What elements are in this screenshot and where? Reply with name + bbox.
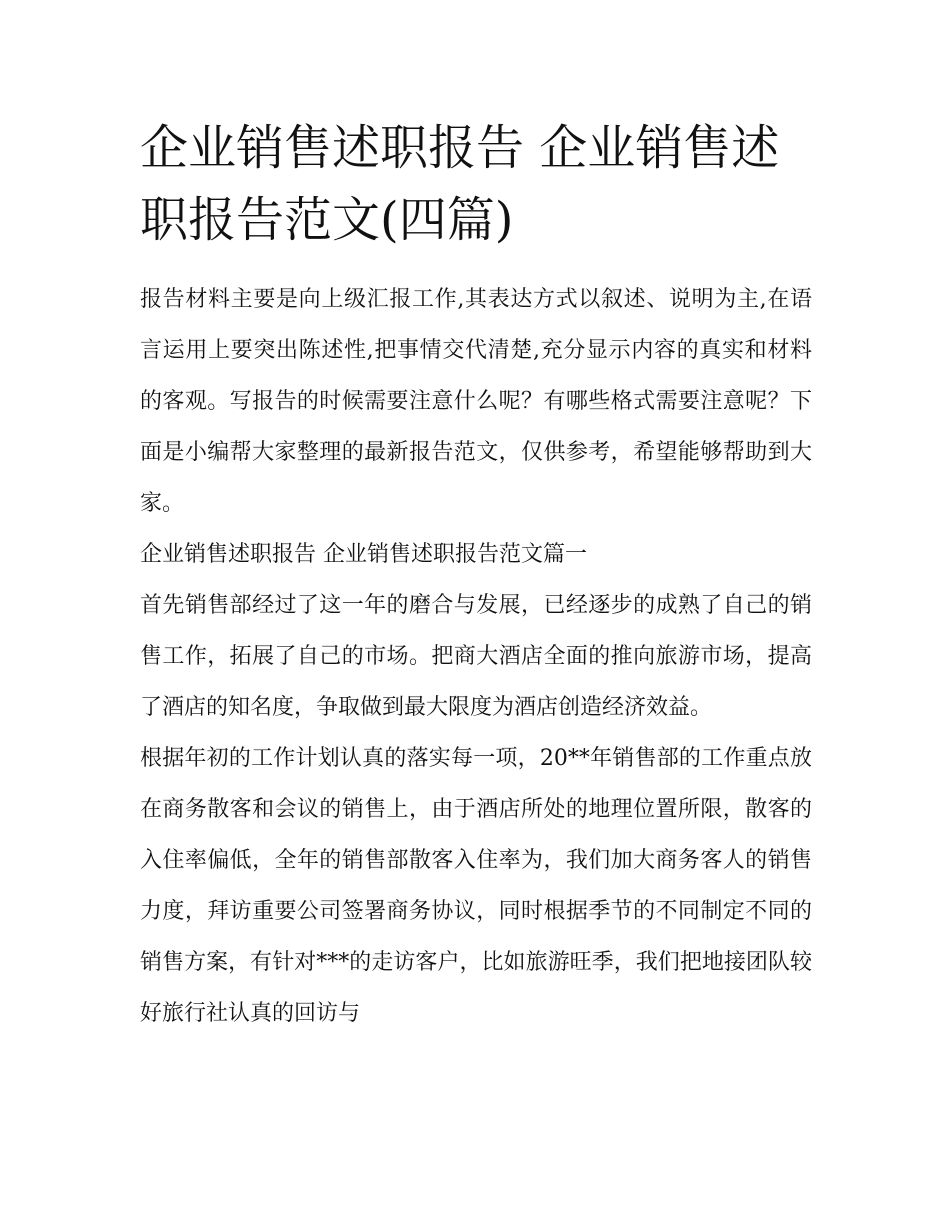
body-paragraph-2: 根据年初的工作计划认真的落实每一项，20**年销售部的工作重点放在商务散客和会议的销售上，由于酒店所处的地理位置所限，散客的入住率偏低，全年的销售部散客入住率为，我们加大商务客人的销售力度，拜访重要公司签署商务协议，同时根据季节的不同制定不同的销售方案，有针对***的走访客户，比如旅游旺季，我们把地接团队较好旅行社认真的回访与 <box>140 746 812 1026</box>
document-title: 企业销售述职报告 企业销售述职报告范文(四篇) <box>140 120 780 248</box>
document-body <box>140 112 812 1039</box>
intro-paragraph: 报告材料主要是向上级汇报工作,其表达方式以叙述、说明为主,在语言运用上要突出陈述性,把事情交代清楚,充分显示内容的真实和材料的客观。写报告的时候需要注意什么呢？有哪些格式需要注意呢？下面是小编帮大家整理的最新报告范文，仅供参考，希望能够帮助到大家。 <box>140 287 812 516</box>
section-heading: 企业销售述职报告 企业销售述职报告范文篇一 <box>140 542 587 567</box>
body-paragraph-1: 首先销售部经过了这一年的磨合与发展，已经逐步的成熟了自己的销售工作，拓展了自己的市场。把商大酒店全面的推向旅游市场，提高了酒店的知名度，争取做到最大限度为酒店创造经济效益。 <box>140 593 812 720</box>
